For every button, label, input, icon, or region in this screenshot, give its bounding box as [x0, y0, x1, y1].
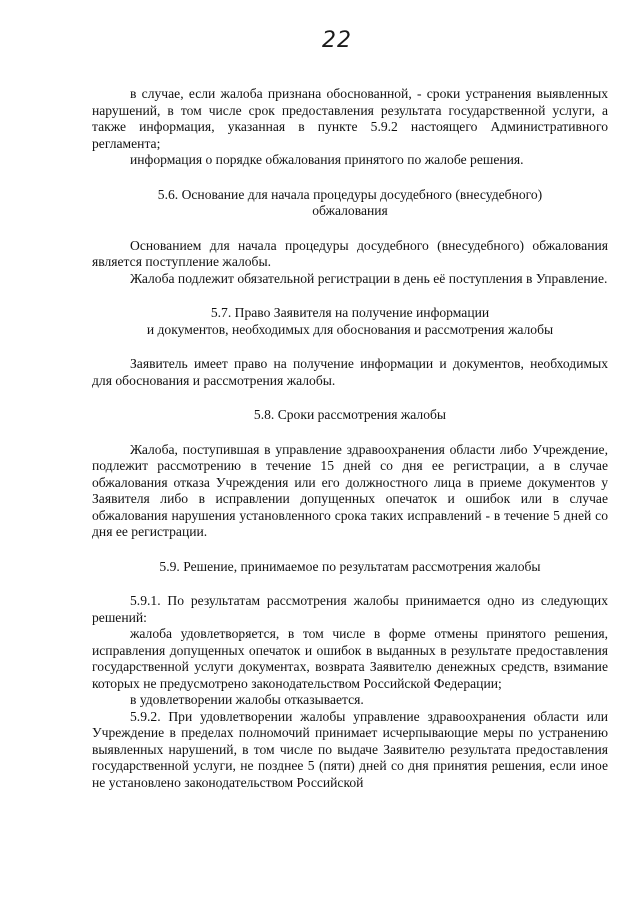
- paragraph: в удовлетворении жалобы отказывается.: [130, 692, 364, 707]
- paragraph: Жалоба, поступившая в управление здравоохранения области либо Учреждение, подлежит рассмотрению в течение 15 дней со дня ее регистрации, а в случае обжалования отказа Учреждения или его должностного лица в приеме документов у Заявителя либо в исправлении допущенных опечаток и ошибок или в случае обжалования нарушения установленного срока таких исправлений - в течение 5 дней со дня ее регистрации.: [92, 441, 608, 539]
- section-heading-5-6: [92, 187, 608, 220]
- section-heading-5-8: 5.8. Сроки рассмотрения жалобы: [253, 407, 447, 422]
- paragraph: 5.9.2. При удовлетворении жалобы управление здравоохранения области или Учреждение в пределах полномочий принимает исчерпывающие меры по устранению выявленных нарушений, в том числе по выдаче Заявителю результата предоставления государственной услуги, не позднее 5 (пяти) дней со дня принятия решения, если иное не установлено законодательством Российской: [92, 708, 608, 790]
- paragraph: Жалоба подлежит обязательной регистрации в день её поступления в Управление.: [130, 270, 608, 286]
- heading-line: 5.6. Основание для начала процедуры досудебного (внесудебного): [157, 186, 543, 202]
- paragraph: жалоба удовлетворяется, в том числе в форме отмены принятого решения, исправления допущенных опечаток и ошибок в выданных в результате предоставления государственной услуги документах, возврата Заявителю денежных средств, взимание которых не предусмотрено законодательством Российской Федерации;: [92, 626, 608, 691]
- paragraph: информация о порядке обжалования принятого по жалобе решения.: [130, 152, 524, 167]
- page-number: 22: [322, 28, 352, 53]
- section-heading-5-7: [92, 305, 608, 338]
- paragraph: Заявитель имеет право на получение информации и документов, необходимых для обоснования и рассмотрения жалобы.: [92, 356, 608, 388]
- heading-line: 5.7. Право Заявителя на получение информации: [210, 305, 490, 320]
- heading-line: обжалования: [312, 203, 388, 218]
- paragraph: в случае, если жалоба признана обоснованной, - сроки устранения выявленных нарушений, в том числе срок предоставления результата государственной услуги, а также информация, указанная в пункте 5.9.2 настоящего Административного регламента;: [92, 86, 608, 151]
- section-heading-5-9: 5.9. Решение, принимаемое по результатам рассмотрения жалобы: [159, 558, 541, 574]
- heading-line: и документов, необходимых для обоснования и рассмотрения жалобы: [146, 321, 554, 337]
- paragraph: Основанием для начала процедуры досудебного (внесудебного) обжалования является поступление жалобы.: [92, 237, 608, 269]
- paragraph: 5.9.1. По результатам рассмотрения жалобы принимается одно из следующих решений:: [92, 593, 608, 625]
